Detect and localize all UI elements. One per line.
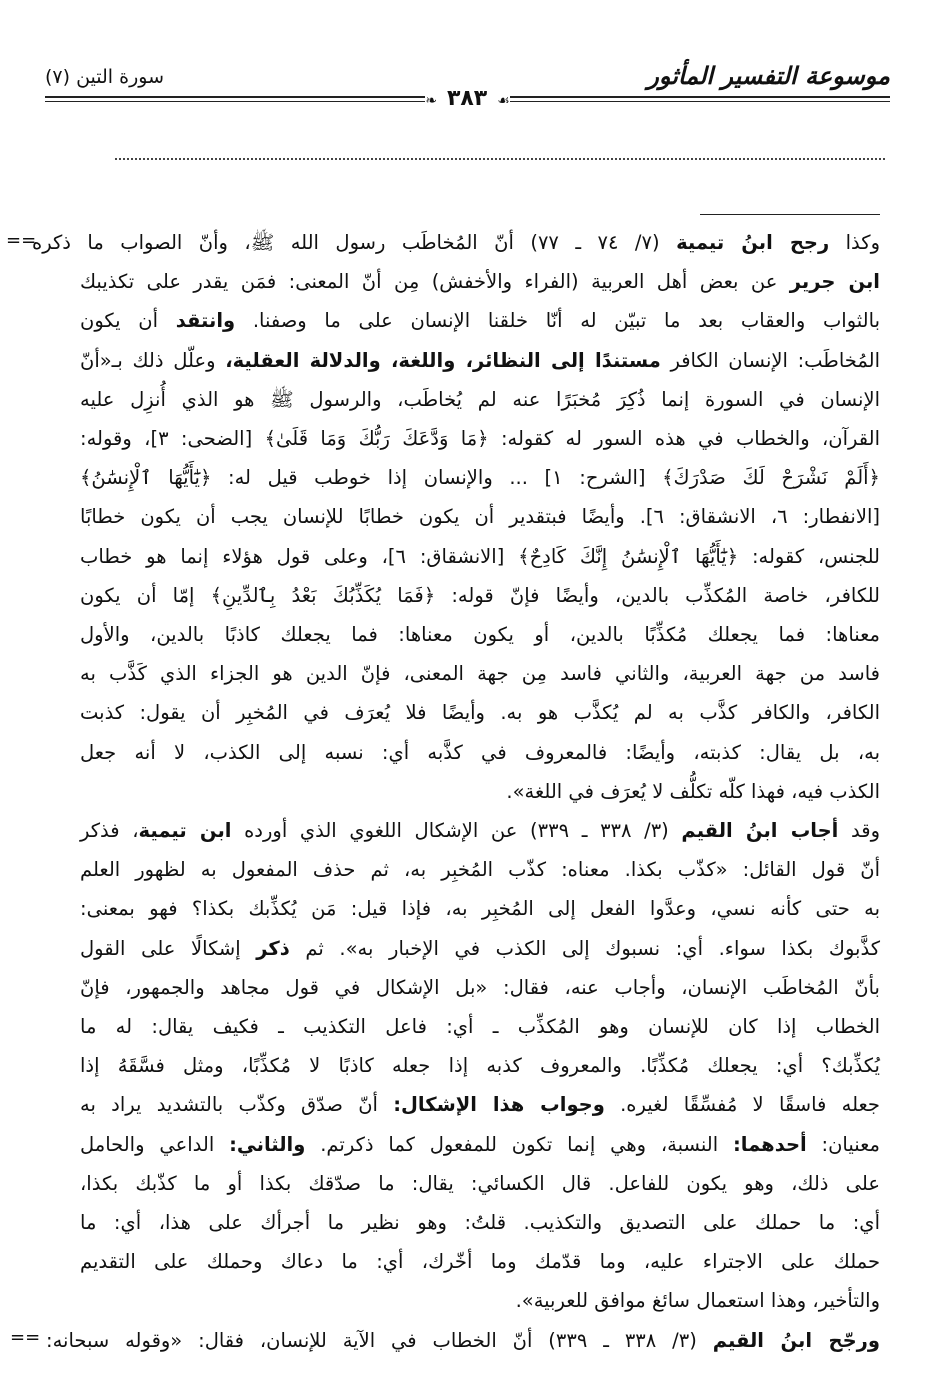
- text-segment: (٧/ ٧٤ ـ ٧٧) أنّ المُخاطَب رسول الله ﷺ، وأنّ الصواب ما ذكره: [32, 231, 677, 254]
- continuation-mark-end: ==: [10, 1327, 41, 1348]
- text-segment: به حتى كأنه نسي، وعدَّوا الفعل إلى المُخبِر به، فإذا قيل: مَن يُكذِّبك بكذا؟ فهو بمعنى:: [80, 897, 880, 921]
- text-segment: الخطاب إذا كان للإنسان وهو المُكذِّب ـ أي: فاعل التكذيب ـ فكيف يقال: له ما: [80, 1015, 880, 1038]
- surah-label: سورة التين (٧): [45, 66, 164, 88]
- text-line: [80, 346, 880, 376]
- text-line: [80, 855, 880, 885]
- text-line: [80, 1169, 880, 1199]
- text-line: [80, 306, 880, 336]
- text-line: [80, 1012, 880, 1042]
- text-segment: الكافر، والكافر كذَّب به لم يُكذَّب هو به. وأيضًا فلا يُعرَف في المُخبِر أن يقول: كذبت: [80, 701, 880, 725]
- text-segment: إشكالًا على القول: [80, 936, 257, 960]
- text-segment: وكذا: [829, 231, 880, 254]
- bold-text: ابن تيمية: [138, 819, 232, 842]
- ornament-icon: ☙: [497, 93, 510, 109]
- text-segment: [الانفطار: ٦، الانشقاق: ٦]. وأيضًا فبتقدير أن يكون خطابًا للإنسان يجب أن يكون خطابًا: [80, 505, 881, 529]
- bold-text: وانتقد: [175, 309, 236, 333]
- text-line: [80, 1051, 880, 1081]
- bold-text: أحدهما:: [732, 1132, 807, 1156]
- text-segment: ﴿أَلَمْ نَشْرَحْ لَكَ صَدْرَكَ﴾ [الشرح: ١] ... والإنسان إذا خوطب قيل له: ﴿يَٰٓأَيُّهَا ٱلْإِنسَٰنُ﴾: [80, 466, 880, 490]
- text-line: [80, 934, 880, 964]
- bold-text: رجح ابنُ تيمية: [676, 231, 830, 254]
- text-segment: النسبة، وهي إنما تكون للمفعول كما ذكرتم.: [305, 1132, 733, 1156]
- text-segment: للجنس، كقوله: ﴿يَٰٓأَيُّهَا ٱلْإِنسَٰنُ إِنَّكَ كَادِحٌ﴾ [الانشقاق: ٦]، وعلى قول هؤلاء إنما هو خطاب: [80, 544, 880, 568]
- bold-text: ابن جرير: [789, 270, 880, 294]
- page-number: ٣٨٣: [437, 86, 497, 111]
- dotted-separator: [115, 158, 885, 160]
- text-segment: أنّ صدّق وكذّب بالتشديد يراد به: [80, 1093, 394, 1117]
- text-segment: جعله فاسقًا لا مُفسِّقًا لغيره.: [604, 1093, 880, 1117]
- text-segment: الداعي والحامل: [80, 1132, 230, 1156]
- text-line: [80, 777, 880, 807]
- text-segment: كذَّبوك بكذا سواء. أي: نسبوك إلى الكذب في الإخبار به». ثم: [289, 936, 880, 960]
- text-line: [80, 659, 880, 689]
- text-segment: وقد: [838, 819, 880, 842]
- text-segment: معنيان:: [806, 1132, 880, 1156]
- text-segment: حملك على الاجتراء عليه، وما قدّمك وما أخّرك، أي: ما دعاك وحملك على التقديم: [80, 1250, 880, 1274]
- text-segment: أنّ قول القائل: «كذّب بكذا. معناه: كذّب المُخبِر به، ثم حذف المفعول به لظهور العلم: [80, 858, 880, 882]
- text-segment: (٣/ ٣٣٨ ـ ٣٣٩) أنّ الخطاب في الآية للإنسان، فقال: «وقوله سبحانه:: [46, 1328, 713, 1352]
- text-segment: بالثواب والعقاب بعد ما تبيّن له أنّا خلقنا الإنسان على ما وصفنا.: [235, 309, 880, 333]
- text-segment: فاسد من جهة العربية، والثاني فاسد مِن جهة المعنى، فإنّ الدين هو الجزاء الذي كَذَّب به: [80, 662, 880, 686]
- book-title: موسوعة التفسير المأثور: [647, 62, 890, 90]
- text-line: [80, 1247, 880, 1277]
- text-segment: به، بل يقال: كذبته، وأيضًا: فالمعروف في كذَّبه أي: نسبه إلى الكذب، لا أنه جعل: [80, 740, 880, 764]
- text-segment: عن بعض أهل العربية (الفراء والأخفش) مِن أنّ المعنى: فمَن يقدر على تكذيبك: [80, 270, 790, 294]
- text-segment: ، فذكر: [80, 819, 139, 842]
- text-segment: يُكذِّبك؟ أي: يجعلك مُكذِّبًا. والمعروف كذبه إذا جعله كاذبًا لا مُكذِّبًا، ومثل فسَّقَهُ إذا: [80, 1054, 880, 1078]
- page-number-block: [0, 86, 935, 111]
- text-line: [80, 894, 880, 924]
- text-segment: بأنّ المُخاطَب الإنسان، وأجاب عنه، فقال: «بل الإشكال في قول مجاهد والجمهور، فإنّ: [80, 975, 880, 999]
- text-line: [80, 1090, 880, 1120]
- bold-text: والثاني:: [229, 1132, 306, 1156]
- bold-text: ذكر: [256, 936, 290, 960]
- text-line: [80, 463, 880, 493]
- footnote-rule: [700, 214, 880, 215]
- text-line: [80, 1286, 880, 1316]
- bold-text: ورجّح ابنُ القيم: [712, 1328, 880, 1352]
- bold-text: أجاب ابنُ القيم: [681, 819, 839, 842]
- text-line: [80, 385, 880, 415]
- text-segment: المُخاطَب: الإنسان الكافر: [660, 348, 880, 372]
- ornament-icon: ❧: [425, 93, 437, 109]
- text-line: [80, 738, 880, 768]
- text-segment: وعلّل ذلك بـ«أنّ: [80, 348, 226, 372]
- text-line: [80, 973, 880, 1003]
- text-line: [80, 424, 880, 454]
- text-line: [80, 1130, 880, 1160]
- text-segment: القرآن، والخطاب في هذه السور له كقوله: ﴿مَا وَدَّعَكَ رَبُّكَ وَمَا قَلَىٰ﴾ [الضحى: ٣]، وقوله:: [80, 427, 880, 450]
- bold-text: مستندًا إلى النظائر، واللغة، والدلالة العقلية،: [225, 348, 661, 372]
- text-line: [80, 581, 880, 611]
- text-line: [80, 267, 880, 297]
- text-segment: أي: ما حملك على التصديق والتكذيب. قلتُ: وهو نظير ما أجرأك على هذا، أي: ما: [80, 1211, 880, 1234]
- text-line: [80, 542, 880, 572]
- bold-text: وجواب هذا الإشكال:: [393, 1093, 605, 1117]
- text-segment: أن يكون: [80, 309, 176, 333]
- text-line: [80, 698, 880, 728]
- text-segment: (٣/ ٣٣٨ ـ ٣٣٩) عن الإشكال اللغوي الذي أورده: [231, 819, 682, 842]
- text-segment: معناها: فما يجعلك مُكذِّبًا بالدين، أو يكون معناها: فما يجعلك كاذبًا بالدين، والأول: [80, 623, 880, 646]
- continuation-mark-start: ==: [6, 230, 37, 251]
- text-segment: للكافر، خاصة المُكذِّب بالدين، وأيضًا فإنّ قوله: ﴿فَمَا يُكَذِّبُكَ بَعْدُ بِٱلدِّينِ﴾ إمّا أن يكون: [80, 583, 880, 607]
- text-line: [32, 228, 880, 258]
- text-segment: الإنسان في السورة إنما ذُكِرَ مُخبَرًا عنه لم يُخاطَب، والرسول ﷺ هو الذي أُنزِل عليه: [80, 387, 880, 411]
- text-line: [80, 816, 880, 846]
- text-segment: الكذب فيه، فهذا كلّه تكلُّف لا يُعرَف في اللغة».: [506, 779, 880, 803]
- text-segment: على ذلك، وهو يكون للفاعل. قال الكسائي: يقال: ما صدّقك بكذا أو ما كذّبك بكذا،: [80, 1171, 880, 1195]
- text-line: [46, 1326, 880, 1356]
- text-line: [80, 620, 880, 650]
- text-segment: والتأخير، وهذا استعمال سائغ موافق للعربية».: [515, 1289, 880, 1313]
- text-line: [80, 1208, 880, 1238]
- text-line: [80, 502, 880, 532]
